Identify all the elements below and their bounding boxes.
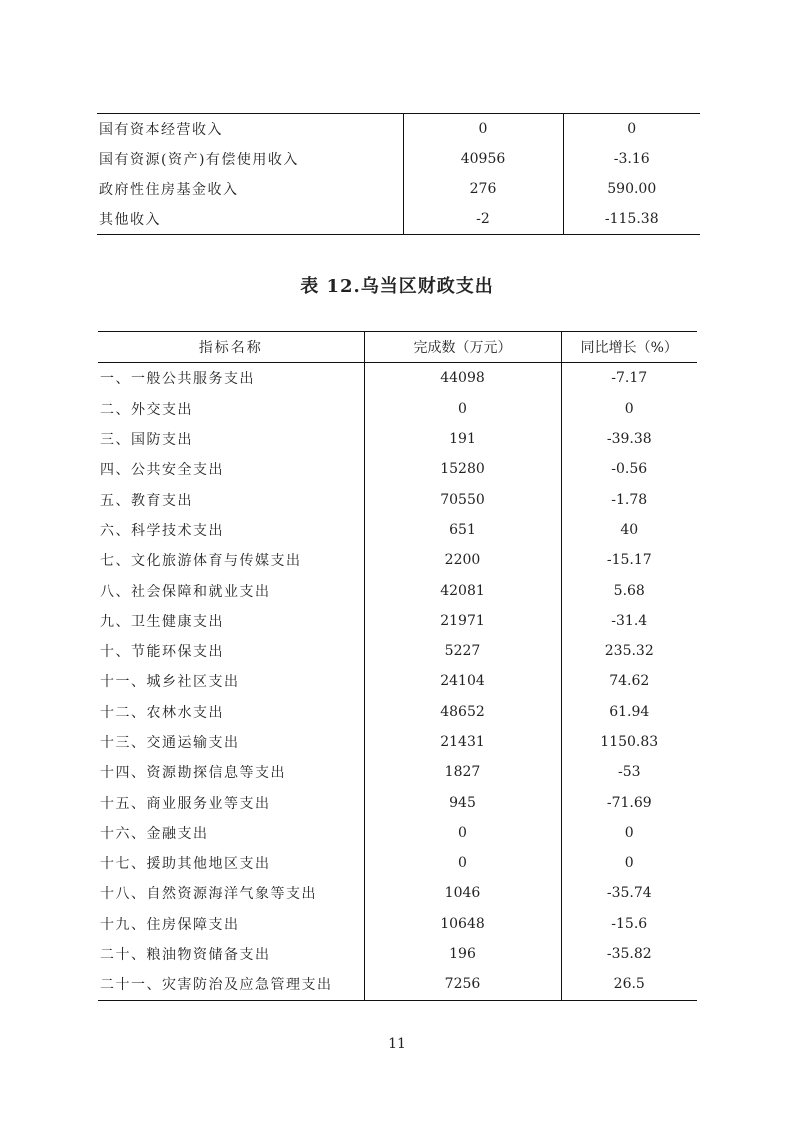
row-growth: -53: [561, 757, 697, 787]
table-row: [98, 606, 697, 636]
row-value: 7256: [364, 969, 561, 1000]
row-name: 五、教育支出: [100, 492, 193, 509]
row-value: 24104: [364, 666, 561, 696]
table-row: [98, 727, 697, 757]
row-value: 40956: [403, 144, 563, 174]
row-name: 十九、住房保障支出: [100, 916, 240, 933]
row-growth: 235.32: [561, 636, 697, 666]
row-value: 15280: [364, 454, 561, 484]
table-row: [98, 939, 697, 969]
revenue-table-continued: [97, 113, 700, 235]
row-value: 276: [403, 174, 563, 204]
row-name: 国有资本经营收入: [99, 122, 223, 138]
table-row: [98, 454, 697, 484]
row-name: 三、国防支出: [100, 432, 193, 449]
row-value: 44098: [364, 363, 561, 394]
row-name: 六、科学技术支出: [100, 522, 224, 539]
table-row: [98, 545, 697, 575]
row-name: 十五、商业服务业等支出: [100, 795, 271, 812]
row-value: 0: [364, 394, 561, 424]
page-number: 11: [388, 1036, 406, 1052]
row-value: 191: [364, 424, 561, 454]
row-value: 0: [364, 818, 561, 848]
row-name: 政府性住房基金收入: [99, 182, 239, 198]
row-value: 2200: [364, 545, 561, 575]
table-row: [98, 515, 697, 545]
table-row: [98, 636, 697, 666]
row-growth: -1.78: [561, 484, 697, 514]
row-value: -2: [403, 204, 563, 235]
row-value: 196: [364, 939, 561, 969]
row-name: 八、社会保障和就业支出: [100, 583, 271, 600]
table-row: [98, 484, 697, 514]
table-row: [98, 818, 697, 848]
row-name: 十三、交通运输支出: [100, 735, 240, 751]
header-indicator-name: 指标名称: [98, 332, 364, 363]
row-growth: 0: [561, 394, 697, 424]
row-name: 二十一、灾害防治及应急管理支出: [100, 977, 333, 994]
row-value: 5227: [364, 636, 561, 666]
row-value: 1046: [364, 878, 561, 908]
row-growth: -3.16: [563, 144, 700, 174]
row-value: 10648: [364, 909, 561, 939]
table-row: [98, 787, 697, 817]
row-value: 945: [364, 787, 561, 817]
row-name: 十、节能环保支出: [100, 644, 224, 661]
table-row: [98, 909, 697, 939]
row-growth: -7.17: [561, 363, 697, 394]
row-name: 二十、粮油物资储备支出: [100, 947, 271, 964]
row-growth: -15.17: [561, 545, 697, 575]
row-name: 十七、援助其他地区支出: [100, 856, 271, 873]
table-row: [98, 969, 697, 1000]
table-row: [98, 878, 697, 908]
row-value: 48652: [364, 697, 561, 727]
table-title: 表 12.乌当区财政支出: [300, 276, 494, 297]
table-row: [97, 144, 700, 174]
table-row: [98, 394, 697, 424]
row-name: 十二、农林水支出: [100, 704, 224, 721]
row-name: 二、外交支出: [100, 401, 193, 418]
table-row: [98, 424, 697, 454]
row-name: 国有资源(资产)有偿使用收入: [99, 152, 299, 168]
expenditure-table: [98, 331, 697, 1001]
row-growth: -15.6: [561, 909, 697, 939]
table-row: [98, 848, 697, 878]
table-row: [97, 174, 700, 204]
row-growth: -71.69: [561, 787, 697, 817]
row-growth: 590.00: [563, 174, 700, 204]
row-growth: 0: [563, 114, 700, 145]
row-value: 1827: [364, 757, 561, 787]
row-growth: 40: [561, 515, 697, 545]
table-row: [98, 666, 697, 696]
header-yoy-growth: 同比增长（%）: [561, 332, 697, 363]
table-row: [97, 114, 700, 145]
row-growth: 0: [561, 848, 697, 878]
row-growth: 5.68: [561, 575, 697, 605]
table-row: [98, 575, 697, 605]
table-row: [98, 697, 697, 727]
header-completed-amount: 完成数（万元）: [364, 332, 561, 363]
row-value: 0: [364, 848, 561, 878]
row-growth: -39.38: [561, 424, 697, 454]
row-name: 一、一般公共服务支出: [100, 371, 255, 388]
row-growth: -115.38: [563, 204, 700, 235]
row-growth: 0: [561, 818, 697, 848]
row-value: 42081: [364, 575, 561, 605]
row-name: 十一、城乡社区支出: [100, 674, 240, 691]
row-name: 其他收入: [99, 212, 161, 228]
row-value: 70550: [364, 484, 561, 514]
row-name: 十八、自然资源海洋气象等支出: [100, 886, 317, 903]
row-value: 21431: [364, 727, 561, 757]
table-row: [98, 363, 697, 394]
row-growth: -31.4: [561, 606, 697, 636]
row-name: 四、公共安全支出: [100, 462, 224, 479]
row-value: 651: [364, 515, 561, 545]
row-growth: -35.82: [561, 939, 697, 969]
table-row: [97, 204, 700, 235]
table-header-row: [98, 332, 697, 363]
row-growth: 26.5: [561, 969, 697, 1000]
row-growth: -35.74: [561, 878, 697, 908]
table-row: [98, 757, 697, 787]
row-growth: 74.62: [561, 666, 697, 696]
row-name: 十四、资源勘探信息等支出: [100, 765, 286, 782]
row-name: 七、文化旅游体育与传媒支出: [100, 553, 302, 570]
row-name: 十六、金融支出: [100, 825, 209, 842]
row-growth: 61.94: [561, 697, 697, 727]
row-name: 九、卫生健康支出: [100, 613, 224, 630]
row-growth: 1150.83: [561, 727, 697, 757]
row-value: 21971: [364, 606, 561, 636]
row-value: 0: [403, 114, 563, 145]
row-growth: -0.56: [561, 454, 697, 484]
